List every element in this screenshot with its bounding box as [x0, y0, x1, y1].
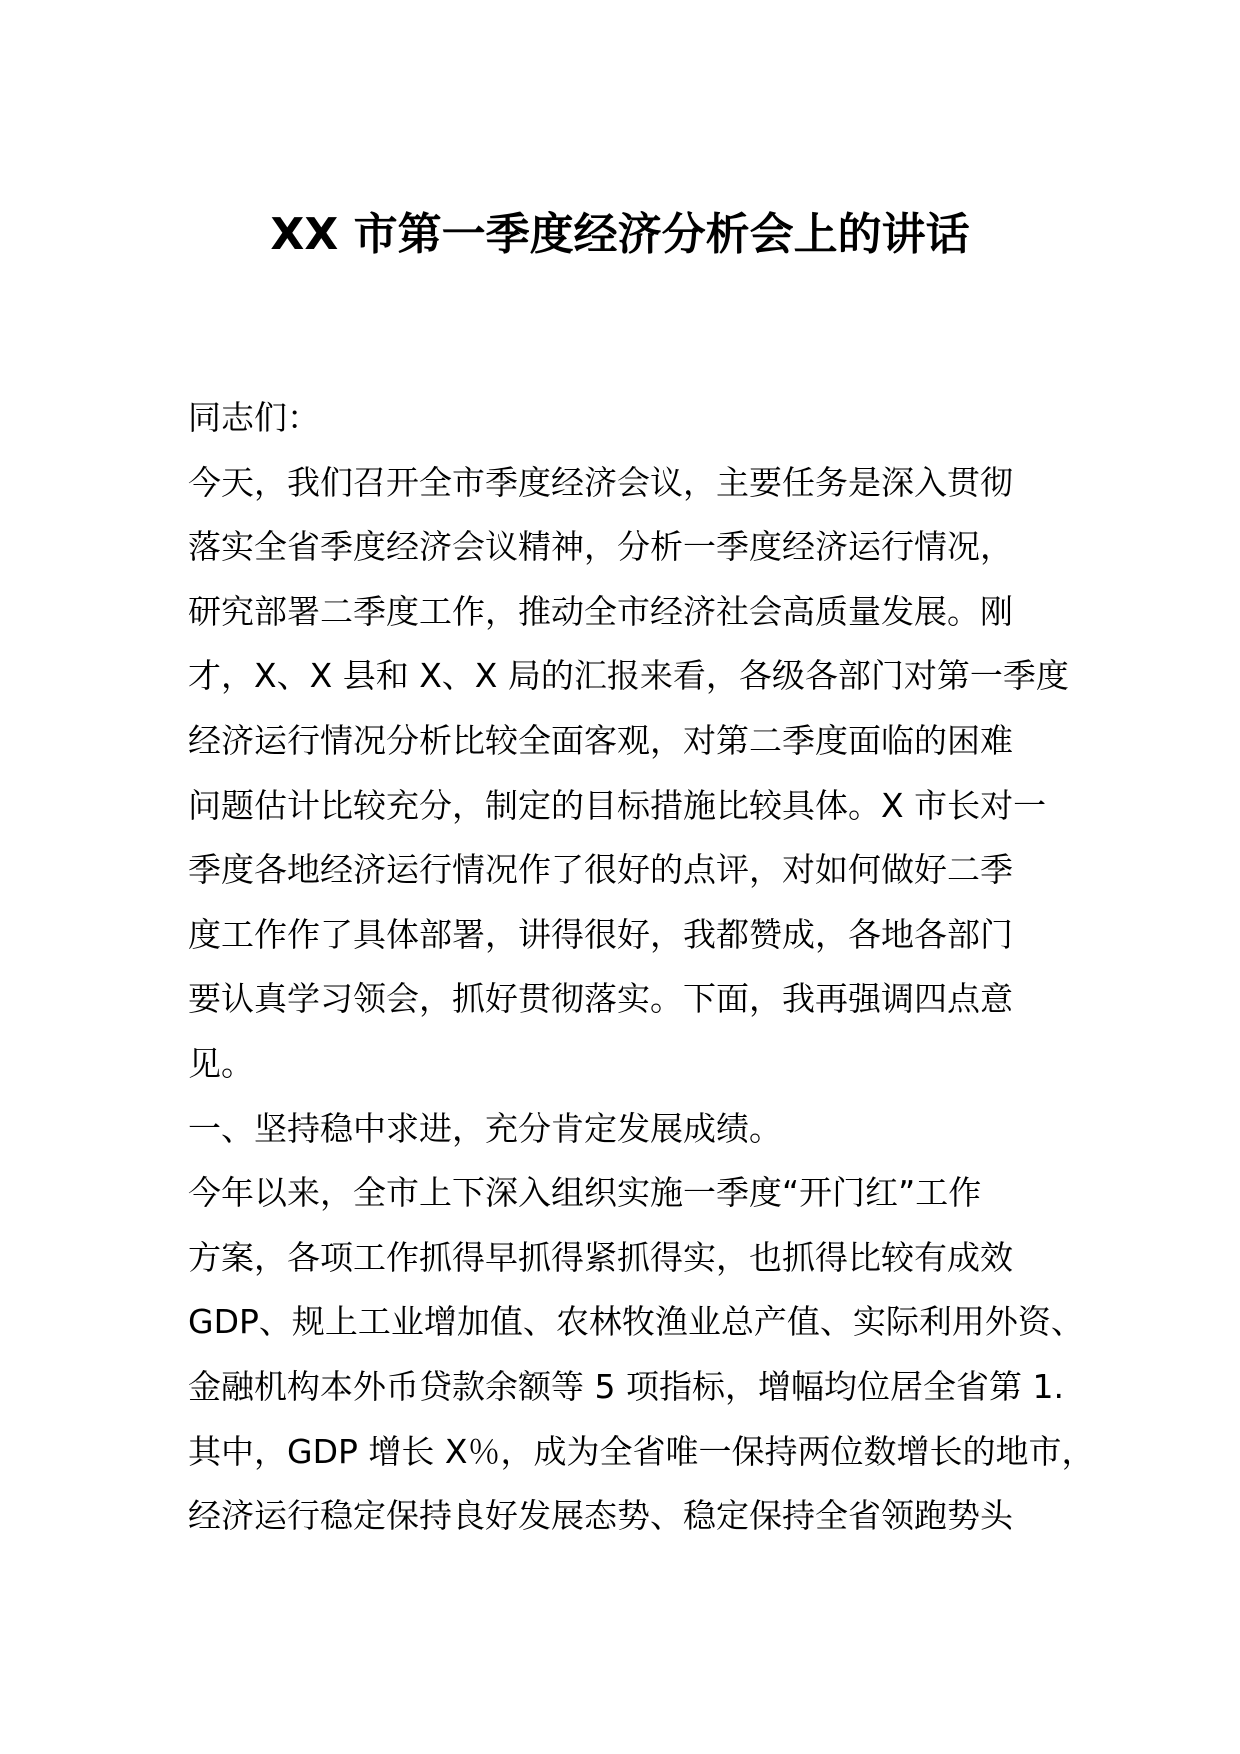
text-line: 金融机构本外币贷款余额等 5 项指标，增幅均位居全省第 1. [188, 1366, 1064, 1406]
text-line: 季度各地经济运行情况作了很好的点评，对如何做好二季 [188, 850, 1013, 890]
text-line: 研究部署二季度工作，推动全市经济社会高质量发展。刚 [188, 591, 1013, 631]
text-line: 经济运行稳定保持良好发展态势、稳定保持全省领跑势头 [188, 1496, 1013, 1536]
text-line: 问题估计比较充分，制定的目标措施比较具体。X 市长对一 [188, 785, 1047, 825]
text-line: 落实全省季度经济会议精神，分析一季度经济运行情况， [188, 527, 1013, 567]
text-line: 要认真学习领会，抓好贯彻落实。下面，我再强调四点意 [188, 979, 1013, 1019]
section-heading: 一、坚持稳中求进，充分肯定发展成绩。 [188, 1108, 782, 1148]
text-line: 见。 [188, 1043, 254, 1083]
document-body [188, 386, 1095, 1549]
text-line: 同志们： [188, 398, 320, 437]
text-line: 今天，我们召开全市季度经济会议，主要任务是深入贯彻 [188, 462, 1013, 502]
text-line: 度工作作了具体部署，讲得很好，我都赞成，各地各部门 [188, 914, 1013, 954]
text-line: 才，X、X 县和 X、X 局的汇报来看，各级各部门对第一季度 [188, 656, 1069, 696]
text-line: 方案，各项工作抓得早抓得紧抓得实，也抓得比较有成效 [188, 1237, 1013, 1277]
text-line: GDP、规上工业增加值、农林牧渔业总产值、实际利用外资、 [188, 1302, 1084, 1342]
text-line: 经济运行情况分析比较全面客观，对第二季度面临的困难 [188, 720, 1013, 760]
text-line: 今年以来，全市上下深入组织实施一季度“开门红”工作 [188, 1173, 982, 1213]
document-title: XX 市第一季度经济分析会上的讲话 [270, 209, 970, 260]
text-line: 其中，GDP 增长 X％，成为全省唯一保持两位数增长的地市， [188, 1431, 1095, 1471]
